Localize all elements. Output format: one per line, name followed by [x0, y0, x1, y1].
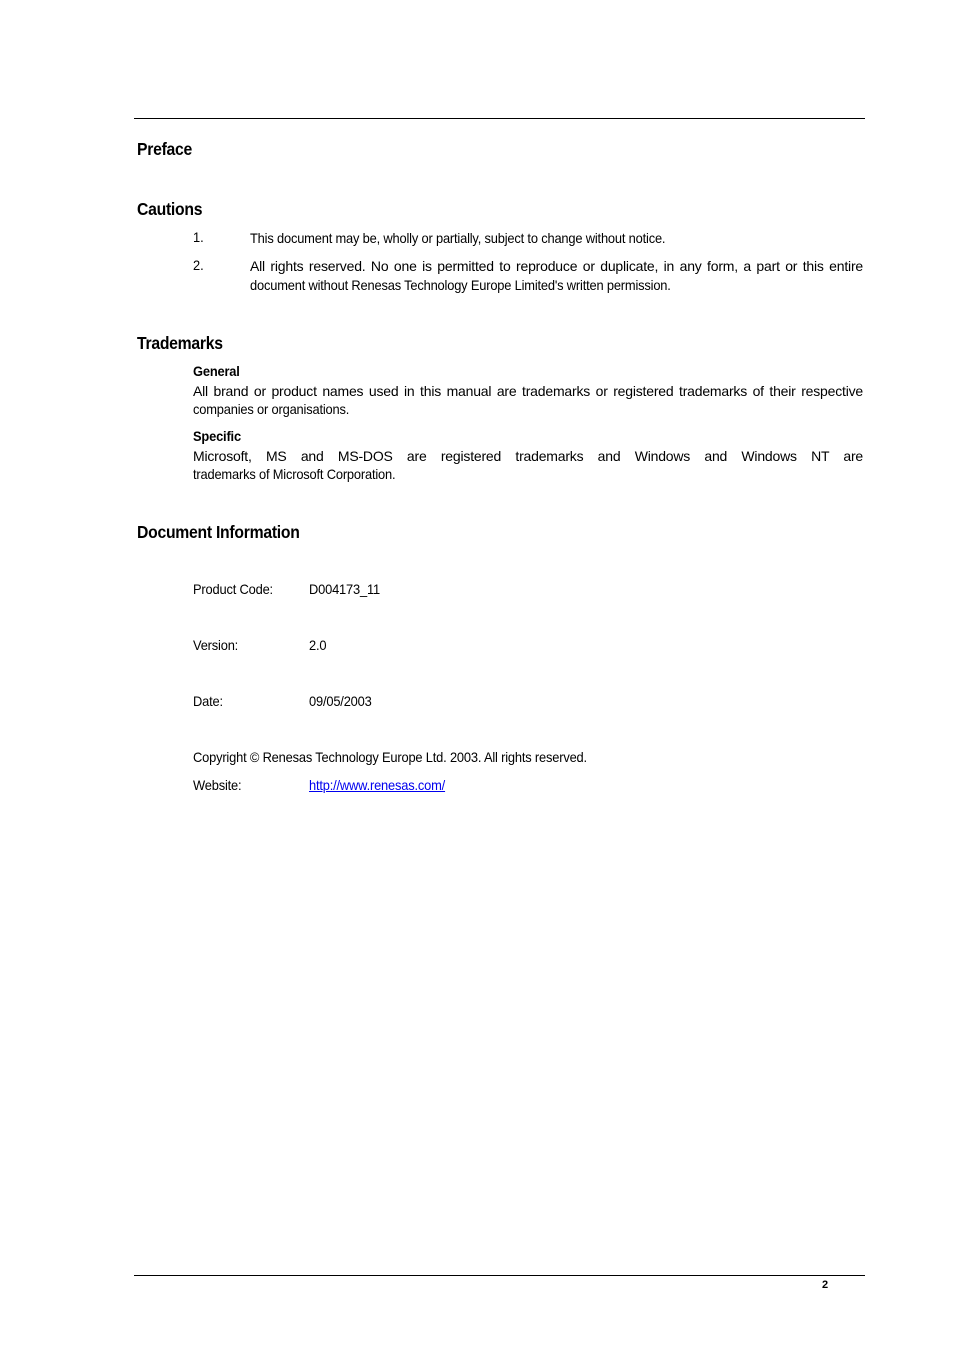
caution-1-number: 1.	[193, 229, 204, 245]
version-label: Version:	[193, 637, 239, 653]
product-code-label: Product Code:	[193, 581, 273, 597]
heading-preface: Preface	[137, 139, 193, 159]
product-code-value: D004173_11	[309, 581, 380, 597]
caution-2-number: 2.	[193, 257, 204, 273]
heading-trademarks: Trademarks	[137, 333, 223, 353]
trademarks-specific-title: Specific	[193, 428, 241, 444]
trademarks-specific-line1: Microsoft, MS and MS-DOS are registered trademarks and Windows and Windows NT are	[193, 448, 863, 464]
trademarks-general-line2: companies or organisations.	[193, 401, 350, 417]
website-link[interactable]: http://www.renesas.com/	[309, 777, 446, 793]
caution-2-text-line2: document without Renesas Technology Europe Limited's written permission.	[250, 277, 671, 293]
trademarks-general-line1: All brand or product names used in this manual are trademarks or registered trademarks of their respective	[193, 383, 863, 399]
heading-cautions: Cautions	[137, 199, 203, 219]
caution-1-text: This document may be, wholly or partially, subject to change without notice.	[250, 230, 666, 246]
trademarks-general-title: General	[193, 363, 240, 379]
date-value: 09/05/2003	[309, 693, 372, 709]
header-rule	[134, 118, 865, 119]
page-number: 2	[822, 1279, 829, 1291]
caution-2-text-line1: All rights reserved. No one is permitted to reproduce or duplicate, in any form, a part or this entire	[250, 258, 863, 274]
footer-rule	[134, 1275, 865, 1276]
trademarks-specific-line2: trademarks of Microsoft Corporation.	[193, 466, 396, 482]
date-label: Date:	[193, 693, 223, 709]
version-value: 2.0	[309, 637, 327, 653]
copyright-text: Copyright © Renesas Technology Europe Ltd. 2003. All rights reserved.	[193, 749, 587, 765]
heading-document-information: Document Information	[137, 522, 300, 542]
website-label: Website:	[193, 777, 242, 793]
